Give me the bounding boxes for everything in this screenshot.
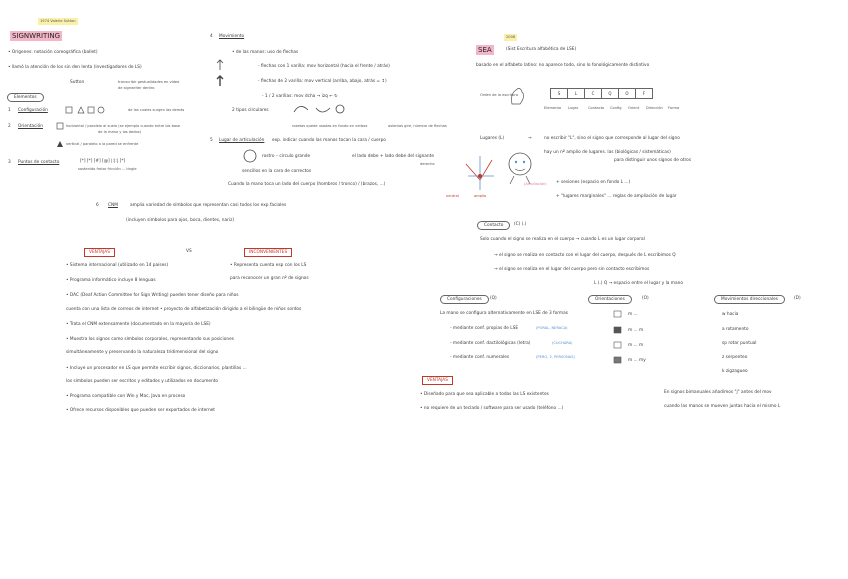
mov-item-1: w hacia bbox=[722, 312, 739, 317]
lugares-desc-2: hay un nº amplio de lugares. las (biológicas / sistemáticas) bbox=[544, 150, 671, 155]
mov-label: Movimiento bbox=[219, 34, 245, 39]
contacto-line-2: → el signo se realiza en contacto con el lugar del cuerpo, después de L escribimos Q bbox=[494, 253, 676, 258]
orden-label: Orden de la escritura bbox=[480, 93, 519, 97]
contact-subtitles: sostenido frotar fricción ... tingle bbox=[78, 167, 137, 171]
config-number: 1 bbox=[8, 108, 11, 113]
cnm-number: 6 bbox=[96, 203, 99, 208]
sutton-desc-2: de signwriter dentro bbox=[118, 86, 155, 90]
sea-ventaja-2: • no requiere de un teclado / software para ser usado (teléfono ...) bbox=[420, 406, 564, 411]
config-sea-line-2: - mediante conf. propias de LSE bbox=[450, 326, 519, 331]
letter-label-3: Contacto bbox=[588, 106, 605, 110]
sesiones-1: + sesiones (espacio en fondo L ...) bbox=[556, 180, 631, 185]
contact-symbols: [*] [*] [#] [@] |:|:| [*] bbox=[80, 159, 126, 164]
contacto-line-1: Solo cuando el signo se realiza en el cuerpo → cuando L es un lugar corporal bbox=[480, 237, 645, 242]
config-sea-tag-1: (PORAL, NERACA) bbox=[536, 326, 568, 330]
letter-label-4: Config bbox=[610, 106, 622, 110]
hand-sketch-icon bbox=[508, 82, 530, 108]
mov-line-4: - 1 / 2 varillas: mov dcha → izq ← ↻ bbox=[262, 94, 338, 99]
orient-item-3: m ... m bbox=[628, 343, 644, 348]
sencillos-label: sencillos en la cara de correctos bbox=[242, 169, 312, 174]
sea-letter-f: F bbox=[636, 89, 653, 99]
sea-desc: basado en el alfabeto latino: no aparece todo, sino lo fonológicamente distintivo bbox=[476, 63, 650, 68]
face-desc: exp. indicar cuando las manos tocan la cara / cuerpo bbox=[272, 138, 386, 143]
mov-line-3: - flechas de 2 varilla: mov vertical (arriba, abajo, atrás = ↕) bbox=[258, 79, 387, 84]
config-sea-tag-3: (PERO, 2, PERSONAS) bbox=[536, 355, 575, 359]
pro-7: simultáneamente y preservando la naturaleza tridimensional del signo bbox=[66, 350, 219, 355]
lado-label: el lado debe + lado debe del signante bbox=[352, 154, 434, 159]
sea-letter-c: C bbox=[585, 89, 602, 99]
sea-letter-l: L bbox=[568, 89, 585, 99]
hand-filled-icon bbox=[56, 140, 66, 148]
sutton-label: Sutton bbox=[70, 80, 85, 85]
config-desc: de las cuales surgen las demás bbox=[128, 108, 185, 112]
contacto-label: Contacto bbox=[477, 221, 510, 230]
config-sea-line-3: - mediante conf. dactilológicas (letra) bbox=[450, 341, 531, 346]
sea-title: SEA bbox=[478, 46, 492, 54]
contacto-symbols: (C) (.) bbox=[514, 222, 527, 227]
contacto-line-4: L (.) Q → espacio entre el lugar y la mano bbox=[594, 281, 683, 286]
lugares-arrow: → bbox=[528, 136, 532, 141]
cabeza-label: (Ampliación) bbox=[524, 182, 547, 186]
face-number: 5 bbox=[210, 138, 213, 143]
mov-sea-symbol: (D) bbox=[794, 296, 801, 301]
elementos-label: Elementos bbox=[7, 93, 44, 102]
sea-order-table bbox=[550, 88, 653, 99]
pro-8: • Incluye un procesador en LS que permite escribir signos, diccionarios, plantillas ... bbox=[66, 366, 247, 371]
face-label: Lugar de articulación bbox=[219, 138, 265, 143]
orient-number: 2 bbox=[8, 124, 11, 129]
orient-sea-label: Orientaciones bbox=[588, 295, 632, 304]
author-label: 1974 Valerie Sutton bbox=[40, 19, 76, 23]
mov-number: 4 bbox=[210, 34, 213, 39]
intro-line-1: • Orígenes: notación coreográfica (ballet) bbox=[8, 50, 98, 55]
intro-line-2: • llamó la atención de los sin den lenta (investigadores de LS) bbox=[8, 65, 142, 70]
sea-ventaja-1: • Diseñado para que sea aplicable a todas las LS existentes bbox=[420, 392, 549, 397]
mov-line-2: - flechas con 1 varilla: mov horizontal (hacia el frente / atrás) bbox=[258, 64, 390, 69]
pro-2: • Programa informático incluye 8 lenguas bbox=[66, 278, 156, 283]
config-label: Configuración bbox=[18, 108, 48, 113]
signwriting-title: SIGNWRITING bbox=[12, 32, 61, 40]
mov-sea-label: Movimientos direccionales bbox=[714, 295, 785, 304]
hand-shapes-icon bbox=[64, 104, 124, 116]
mov-notes-1: rosetas quede usadas en fondo en verbos bbox=[292, 124, 368, 128]
face-circle-icon bbox=[240, 148, 260, 164]
rostro-label: rostro – círculo grande bbox=[262, 154, 311, 159]
letter-label-7: Forma bbox=[668, 106, 680, 110]
lugares-desc-1: no escribir "L", sino el signo que corresponde al lugar del signo bbox=[544, 136, 680, 141]
sea-subtitle: (Sist Escritura alfabética de LSE) bbox=[506, 47, 577, 52]
pro-6: • Muestra los signos como símbolos corporales, representando sus posiciones bbox=[66, 337, 234, 342]
orient-desc-2: de la mano y los dedos) bbox=[98, 130, 142, 134]
vs-label: VS bbox=[186, 249, 192, 254]
lugares-label: Lugares (L) bbox=[480, 136, 505, 141]
pro-10: • Programa compatible con Win y Mac, Java en proceso bbox=[66, 394, 186, 399]
final-note-1: En signos bimanuales añadimos "j" antes del mov bbox=[664, 390, 772, 395]
contacto-line-3: → el signo se realiza en el lugar del cuerpo pero sin contacto escribimos bbox=[494, 267, 650, 272]
neutral-label: neutral bbox=[446, 194, 459, 198]
pro-3: • DAC (Deaf Action Committee for Sign Writing) pueden tener diseño para niños bbox=[66, 293, 239, 298]
config-sea-line-1: La mano se configura alternativamente en LSE de 3 formas bbox=[440, 311, 568, 316]
sea-letter-s: S bbox=[551, 89, 568, 99]
cnm-desc: amplia variedad de símbolos que representan casi todos los exp faciales bbox=[130, 203, 287, 208]
mov-item-5: k zigzagueo bbox=[722, 369, 748, 374]
orient-desc-3: vertical / paralelo a la pared se enfrente bbox=[66, 142, 139, 146]
mov-circular: 2 tipos circulares bbox=[232, 108, 269, 113]
orient-label: Orientación bbox=[18, 124, 43, 129]
head-sketch-icon bbox=[504, 150, 536, 186]
orient-item-2: m ... m bbox=[628, 328, 644, 333]
pro-9: los símbolos pueden ser escritos y editados y utilizados en documento bbox=[66, 379, 219, 384]
mov-item-3: sp rotar puntual bbox=[722, 341, 757, 346]
config-sea-symbol: (Q) bbox=[490, 296, 497, 301]
letter-label-6: Dirección bbox=[646, 106, 663, 110]
config-sea-label: Configuraciones bbox=[440, 295, 489, 304]
lado-sub: derecha bbox=[420, 162, 435, 166]
hand-orientation-icons bbox=[612, 308, 624, 368]
mov-line-1: • de las manos: uso de flechas bbox=[232, 50, 299, 55]
sutton-desc-1: transcribir gestualidades en vídeo bbox=[118, 80, 180, 84]
mov-notes-2: asientos gire, número de flechas bbox=[388, 124, 447, 128]
body-axis-icon bbox=[462, 152, 498, 192]
mov-item-4: z serpenteo bbox=[722, 355, 748, 360]
con-2: para reconocer un gran nº de signos bbox=[230, 276, 309, 281]
amplio-label: amplio bbox=[474, 194, 487, 198]
hand-outline-icon bbox=[56, 122, 66, 130]
final-note-2: cuando las manos se mueven juntas hacia el mismo L bbox=[664, 404, 781, 409]
orient-item-1: m ... bbox=[628, 312, 638, 317]
mov-item-2: a rotamento bbox=[722, 327, 749, 332]
cnm-sub: (incluyen símbolos para ojos, boca, dientes, nariz) bbox=[126, 218, 235, 223]
pro-11: • Ofrece recursos disponibles que pueden ser exportados de internet bbox=[66, 408, 215, 413]
ventajas-label: VENTAJAS bbox=[84, 248, 115, 257]
orient-item-4: m ... my bbox=[628, 358, 646, 363]
letter-label-1: Elemento bbox=[544, 106, 562, 110]
sea-year: 2008 bbox=[506, 35, 516, 39]
pro-5: • Trata el CNM extensamente (documentado en la mayoría de LSE) bbox=[66, 322, 211, 327]
sea-ventajas-label: VENTAJAS bbox=[422, 376, 453, 385]
sea-letter-q: Q bbox=[602, 89, 619, 99]
lugares-desc-3: para distinguir unos signos de otros bbox=[614, 158, 692, 163]
letter-label-5: Orient bbox=[628, 106, 640, 110]
orient-desc-1: horizontal / paralelo al suelo (se ejemplo cuando entre los base bbox=[66, 124, 181, 128]
circular-arrows-icon bbox=[290, 102, 350, 116]
inconvenientes-label: INCONVENIENTES bbox=[244, 248, 292, 257]
sesiones-2: + "lugares marginales" ... reglas de ampliación de lugar bbox=[556, 194, 677, 199]
orient-sea-symbol: (O) bbox=[642, 296, 649, 301]
cnm-label: CNM bbox=[108, 203, 118, 208]
arrow-icons bbox=[214, 58, 244, 88]
pro-4: cuenta con una lista de correos de internet • proyecto de alfabetización dirigido a el bilingüe de niños sordos bbox=[66, 307, 302, 312]
pro-1: • Sistema internacional (utilizado en 14 países) bbox=[66, 263, 169, 268]
con-1: • Representa cuenta esp con los LS bbox=[230, 263, 307, 268]
config-sea-tag-2: (CUCHARA) bbox=[552, 341, 573, 345]
config-sea-line-4: - mediante conf. numerales bbox=[450, 355, 510, 360]
sea-letter-o: O bbox=[619, 89, 636, 99]
hombro-label: Cuando la mano toca un lado del cuerpo (hombros / tronco) / (brazos, ...) bbox=[228, 182, 386, 187]
contact-number: 3 bbox=[8, 160, 11, 165]
letter-label-2: Lugar bbox=[568, 106, 579, 110]
contact-label: Puntos de contacto bbox=[18, 160, 60, 165]
